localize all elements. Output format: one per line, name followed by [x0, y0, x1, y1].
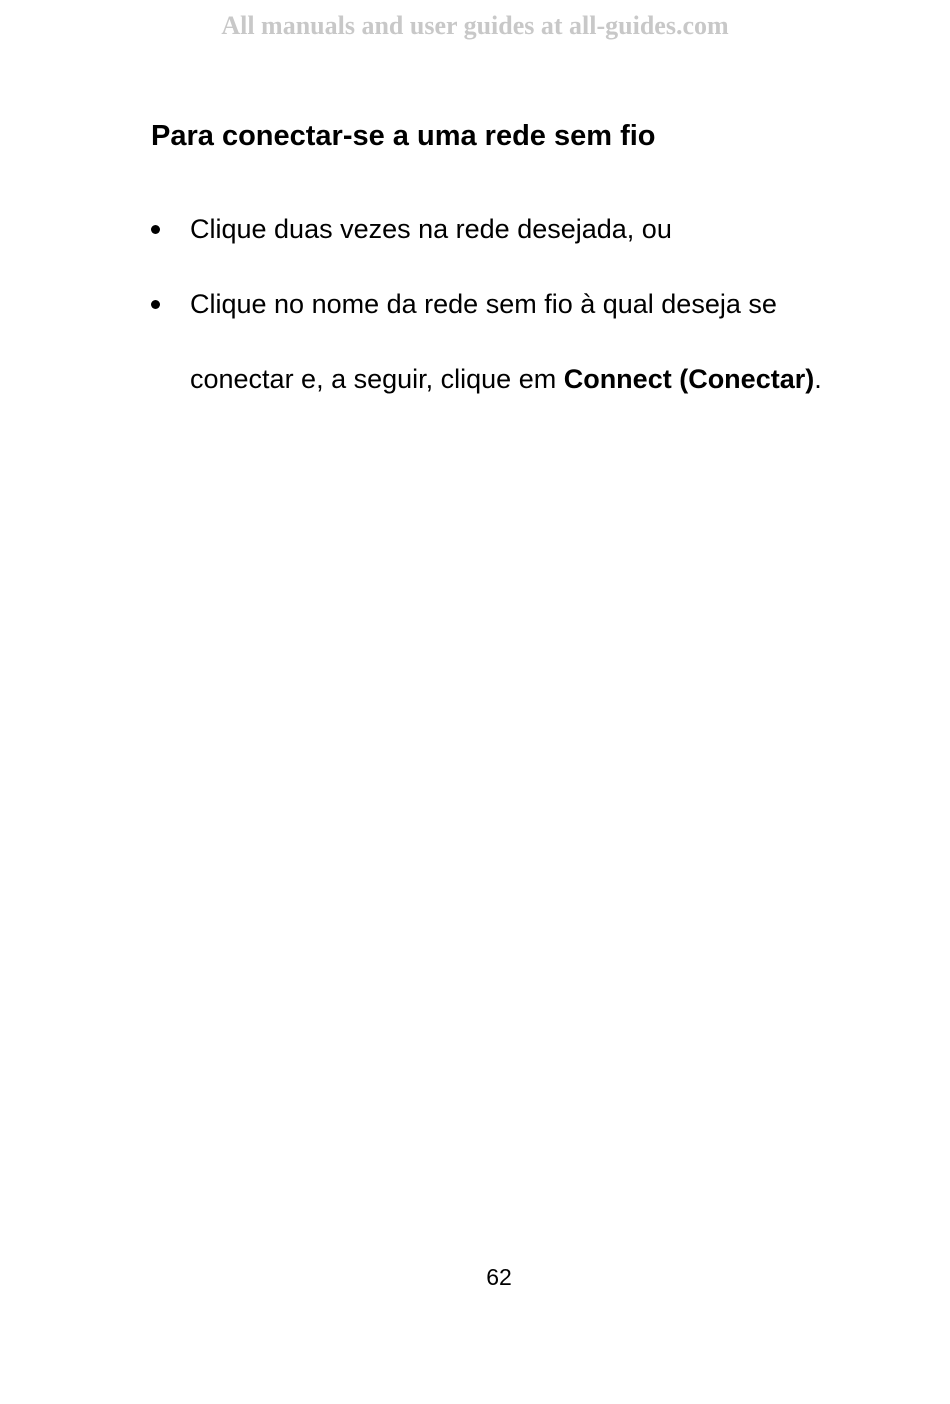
section-heading: Para conectar-se a uma rede sem fio — [151, 120, 656, 152]
watermark-text: All manuals and user guides at all-guides.com — [221, 11, 729, 40]
list-item-text-end: . — [814, 364, 822, 394]
bullet-icon — [151, 225, 160, 234]
list-item-text: Clique duas vezes na rede desejada, ou — [190, 214, 672, 244]
bullet-icon — [151, 300, 160, 309]
list-item-text — [190, 267, 871, 417]
connect-button-reference: Connect (Conectar) — [563, 364, 815, 394]
page-number: 62 — [486, 1264, 512, 1290]
list-item-text-start: Clique no nome da rede sem fio à qual deseja se conectar e, a seguir, clique em — [190, 289, 777, 394]
instruction-list — [151, 192, 871, 417]
list-item — [151, 192, 871, 267]
list-item — [151, 267, 871, 417]
